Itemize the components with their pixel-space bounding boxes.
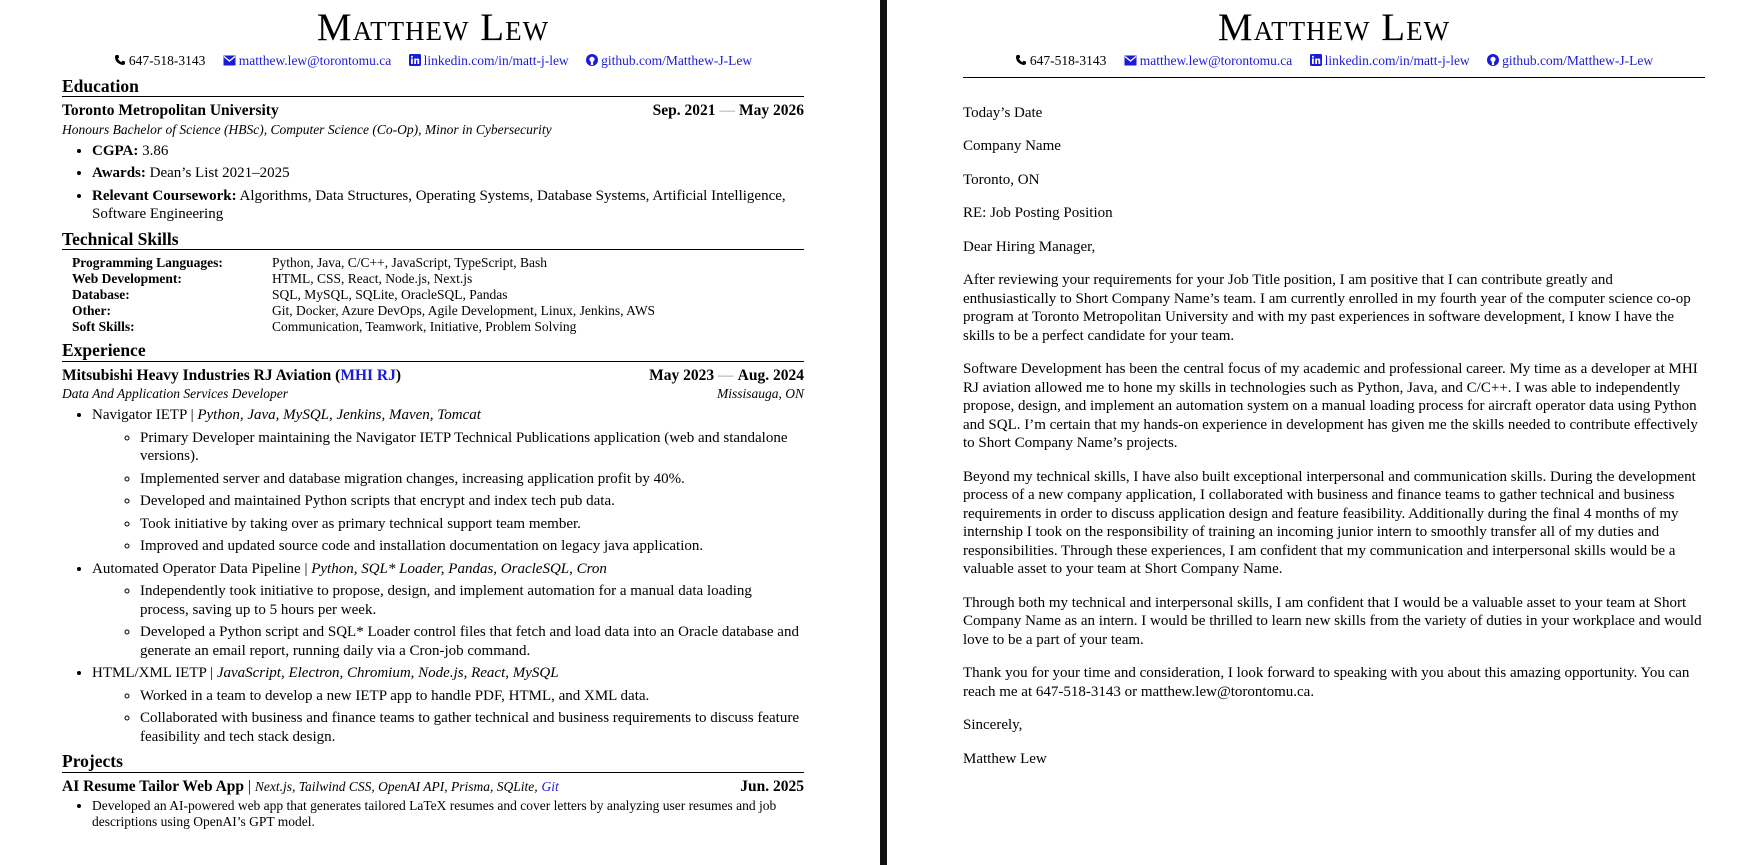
skill-key: Soft Skills: bbox=[72, 319, 135, 334]
sub-list bbox=[92, 687, 804, 747]
contact-linkedin[interactable]: linkedin.com/in/matt-j-lew bbox=[409, 53, 572, 68]
letter-company: Company Name bbox=[963, 138, 1061, 154]
letter-signature: Matthew Lew bbox=[963, 750, 1047, 767]
sub-list bbox=[92, 429, 804, 556]
experience-projects bbox=[62, 406, 804, 746]
experience-dates: May 2023 — Aug. 2024 bbox=[649, 366, 804, 384]
letter-paragraph: Thank you for your time and consideration, I look forward to speaking with you about this amazing opportunity. You can reach me at 647-518-3143 or matthew.lew@torontomu.ca. bbox=[963, 665, 1690, 700]
letter-paragraph: Beyond my technical skills, I have also built exceptional interpersonal and communication skills. During the development process of a new company application, I collaborated with business and finance teams to gather technical and business requirements in order to discuss application design and feature feasibility. Additionally during the final 4 months of my internship I took on the responsibility of training an incoming junior intern to smoothly transfer all of my duties and responsibilities. Through these experiences, I am confident that my communication and interpersonal skills would be a valuable asset to your team at Short Company Name. bbox=[963, 468, 1696, 577]
mail-icon bbox=[1124, 55, 1137, 66]
contact-phone: 647-518-3143 bbox=[1015, 53, 1110, 68]
skill-key: Web Development: bbox=[72, 271, 182, 286]
skill-value: Git, Docker, Azure DevOps, Agile Development, Linux, Jenkins, AWS bbox=[272, 303, 656, 318]
page-divider bbox=[880, 0, 887, 865]
list-item: ◦ Took initiative by taking over as primary technical support team member. bbox=[140, 515, 804, 534]
section-experience-heading: Experience bbox=[62, 341, 804, 362]
letter-date: Today’s Date bbox=[963, 104, 1043, 121]
phone-icon bbox=[1015, 54, 1027, 66]
list-item: ◦ Improved and updated source code and installation documentation on legacy java application. bbox=[140, 537, 804, 556]
project-title-row: AI Resume Tailor Web App | Next.js, Tailwind CSS, OpenAI API, Prisma, SQLite, Git bbox=[62, 777, 559, 795]
github-icon bbox=[586, 54, 598, 66]
mail-icon bbox=[223, 55, 236, 66]
sub-list bbox=[92, 582, 804, 660]
skill-key: Programming Languages: bbox=[72, 255, 223, 270]
resume-name: Matthew Lew bbox=[316, 6, 550, 49]
list-item: • Developed an AI-powered web app that generates tailored LaTeX resumes and cover letters by analyzing user resumes and job descriptions using OpenAI’s GPT model. bbox=[92, 798, 804, 830]
section-education-heading: Education bbox=[62, 77, 804, 98]
education-list bbox=[62, 142, 804, 224]
list-item: ◦ Developed and maintained Python scripts that encrypt and index tech pub data. bbox=[140, 492, 804, 511]
contact-github[interactable]: github.com/Matthew-J-Lew bbox=[1487, 53, 1653, 68]
company-link[interactable]: MHI RJ bbox=[340, 366, 396, 384]
experience-entry bbox=[62, 367, 804, 386]
list-item: ◦ Worked in a team to develop a new IETP app to handle PDF, HTML, and XML data. bbox=[140, 687, 804, 706]
skill-value: Communication, Teamwork, Initiative, Problem Solving bbox=[272, 319, 577, 334]
list-item: ◦ Implemented server and database migration changes, increasing application profit by 40%. bbox=[140, 470, 804, 489]
letter-re: RE: Job Posting Position bbox=[963, 205, 1113, 221]
skill-key: Other: bbox=[72, 303, 111, 318]
cover-contact-bar bbox=[963, 52, 1705, 71]
letter-paragraph: Software Development has been the central focus of my academic and professional career. My time as a developer at MHI RJ aviation allowed me to hone my skills in technologies such as Python, Java, and C/C++. I was able to independently propose, design, and implement an automation system on a manual loading process for aircraft operator data using Python and SQL. I’m certain that my hands-on experience in development has given me the skills needed to contribute effectively to Short Company Name’s projects. bbox=[963, 361, 1698, 451]
contact-email[interactable]: matthew.lew@torontomu.ca bbox=[223, 53, 395, 68]
linkedin-icon bbox=[409, 54, 421, 66]
phone-icon bbox=[114, 54, 126, 66]
list-item: • CGPA: 3.86 bbox=[92, 142, 804, 161]
role-row bbox=[62, 385, 804, 402]
cover-letter-page bbox=[887, 0, 1743, 865]
role-location: Missisauga, ON bbox=[716, 386, 804, 401]
letter-salutation: Dear Hiring Manager, bbox=[963, 238, 1096, 255]
skill-value: SQL, MySQL, SQLite, OracleSQL, Pandas bbox=[272, 287, 508, 302]
skill-value: Python, Java, C/C++, JavaScript, TypeScript, Bash bbox=[272, 255, 548, 270]
letter-paragraph: Through both my technical and interpersonal skills, I am confident that I would be a valuable asset to your team at Short Company Name as an intern. I would be thrilled to learn new skills from the variety of duties in your workplace and would love to be a part of your team. bbox=[963, 594, 1702, 648]
linkedin-icon bbox=[1310, 54, 1322, 66]
company-name: Mitsubishi Heavy Industries RJ Aviation (MHI RJ) bbox=[62, 366, 402, 384]
list-item: ◦ Independently took initiative to propose, design, and implement automation for a manual data loading process, saving up to 5 hours per week. bbox=[140, 582, 804, 619]
list-item: • Relevant Coursework: Algorithms, Data Structures, Operating Systems, Database Systems, Artificial Intelligence, Software Engineering bbox=[92, 187, 804, 224]
education-dates: Sep. 2021 — May 2026 bbox=[652, 102, 804, 119]
list-item: ◦ Primary Developer maintaining the Navigator IETP Technical Publications application (web and standalone versions). bbox=[140, 429, 804, 466]
education-entry bbox=[62, 102, 804, 121]
list-item: ◦ Collaborated with business and finance teams to gather technical and business requirements to discuss feature feasibility and tech stack design. bbox=[140, 709, 804, 746]
role-title: Data And Application Services Developer bbox=[62, 386, 288, 401]
list-item: ◦ Developed a Python script and SQL* Loader control files that fetch and load data into an Oracle database and generate an email report, running daily via a Cron-job command. bbox=[140, 623, 804, 660]
project-date: Jun. 2025 bbox=[740, 777, 804, 795]
github-icon bbox=[1487, 54, 1499, 66]
section-skills-heading: Technical Skills bbox=[62, 230, 804, 251]
school-name: Toronto Metropolitan University bbox=[62, 102, 279, 119]
letter-paragraph: After reviewing your requirements for your Job Title position, I am positive that I can contribute greatly and enthusiastically to Short Company Name’s team. I am currently enrolled in my fourth year of the computer science co-op program at Toronto Metropolitan University and with my past experiences in software development, I know I have the skills to be a perfect candidate for your team. bbox=[963, 272, 1691, 344]
skill-value: HTML, CSS, React, Node.js, Next.js bbox=[272, 271, 473, 286]
contact-email[interactable]: matthew.lew@torontomu.ca bbox=[1124, 53, 1296, 68]
resume-contact-bar bbox=[62, 52, 804, 71]
contact-linkedin[interactable]: linkedin.com/in/matt-j-lew bbox=[1310, 53, 1473, 68]
list-item: • Automated Operator Data Pipeline | Python, SQL* Loader, Pandas, OracleSQL, Cron ◦ Independently took initiative to propose, design, and implement automation for a manual data loading process, saving up to 5 hours per week. ◦ Developed a Python script and SQL* Loader control files that fetch and load data into an Oracle database and generate an email report, running daily via a Cron-job command. bbox=[92, 560, 804, 661]
skills-table bbox=[62, 255, 804, 335]
cover-name: Matthew Lew bbox=[1217, 6, 1451, 49]
letter-closing: Sincerely, bbox=[963, 717, 1023, 733]
degree: Honours Bachelor of Science (HBSc), Computer Science (Co-Op), Minor in Cybersecurity bbox=[62, 121, 552, 137]
project-bullets bbox=[62, 798, 804, 830]
letter-city: Toronto, ON bbox=[963, 171, 1040, 188]
list-item: • Navigator IETP | Python, Java, MySQL, Jenkins, Maven, Tomcat ◦ Primary Developer maintaining the Navigator IETP Technical Publications application (web and standalone versions). ◦ Implemented server and database migration changes, increasing application profit by 40%. ◦ Developed and maintained Python scripts that encrypt and index tech pub data. ◦ Took initiative by taking over as primary technical support team member. ◦ Improved and updated source code and installation documentation on legacy java application. bbox=[92, 406, 804, 556]
section-projects-heading: Projects bbox=[62, 752, 804, 773]
contact-github[interactable]: github.com/Matthew-J-Lew bbox=[586, 53, 752, 68]
project-entry bbox=[62, 778, 804, 797]
project-git-link[interactable]: Git bbox=[541, 778, 559, 794]
list-item: • HTML/XML IETP | JavaScript, Electron, Chromium, Node.js, React, MySQL ◦ Worked in a team to develop a new IETP app to handle PDF, HTML, and XML data. ◦ Collaborated with business and finance teams to gather technical and business requirements to discuss feature feasibility and tech stack design. bbox=[92, 664, 804, 746]
skill-key: Database: bbox=[72, 287, 130, 302]
list-item: • Awards: Dean’s List 2021–2025 bbox=[92, 164, 804, 183]
contact-phone: 647-518-3143 bbox=[114, 53, 209, 68]
